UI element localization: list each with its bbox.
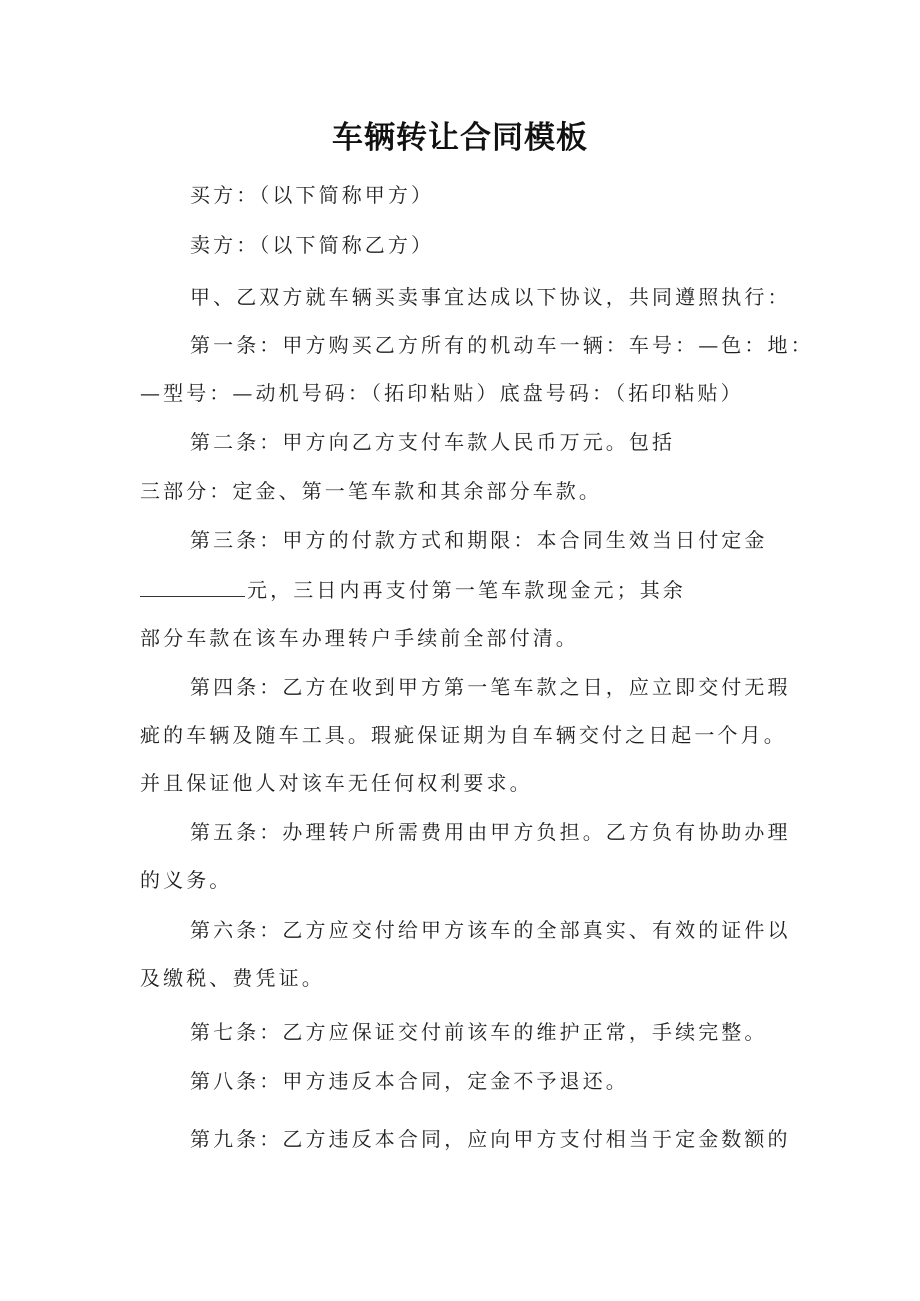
article-4-line-1: 第四条：乙方在收到甲方第一笔车款之日，应立即交付无瑕 bbox=[190, 675, 791, 699]
article-6-line-1: 第六条：乙方应交付给甲方该车的全部真实、有效的证件以 bbox=[190, 918, 791, 942]
article-9-line: 第九条：乙方违反本合同，应向甲方支付相当于定金数额的 bbox=[190, 1127, 791, 1151]
article-4-line-3: 并且保证他人对该车无任何权利要求。 bbox=[140, 771, 533, 795]
article-1-line-2: —型号：—动机号码：（拓印粘贴）底盘号码：（拓印粘贴） bbox=[140, 381, 744, 405]
buyer-line: 买方：（以下简称甲方） bbox=[190, 183, 435, 207]
article-3-line-3: 部分车款在该车办理转户手续前全部付清。 bbox=[140, 626, 579, 650]
article-6-line-2: 及缴税、费凭证。 bbox=[140, 966, 325, 990]
article-3-line-2 bbox=[140, 576, 686, 604]
seller-line: 卖方：（以下简称乙方） bbox=[190, 233, 435, 257]
article-5-line-2: 的义务。 bbox=[140, 868, 233, 892]
amount-blank bbox=[140, 578, 245, 597]
article-5-line-1: 第五条：办理转户所需费用由甲方负担。乙方负有协助办理 bbox=[190, 820, 791, 844]
article-2-line-2: 三部分：定金、第一笔车款和其余部分车款。 bbox=[140, 479, 602, 503]
intro-line: 甲、乙双方就车辆买卖事宜达成以下协议，共同遵照执行： bbox=[190, 285, 791, 309]
article-1-line-1: 第一条：甲方购买乙方所有的机动车一辆：车号：—色：地： bbox=[190, 333, 814, 357]
article-3-line-1: 第三条：甲方的付款方式和期限：本合同生效当日付定金 bbox=[190, 528, 768, 552]
article-8-line: 第八条：甲方违反本合同，定金不予退还。 bbox=[190, 1069, 629, 1093]
article-4-line-2: 疵的车辆及随车工具。瑕疵保证期为自车辆交付之日起一个月。 bbox=[140, 723, 787, 747]
article-3-line-2-text: 元，三日内再支付第一笔车款现金元；其余 bbox=[247, 578, 686, 602]
article-7-line: 第七条：乙方应保证交付前该车的维护正常，手续完整。 bbox=[190, 1020, 768, 1044]
article-2-line-1: 第二条：甲方向乙方支付车款人民币万元。包括 bbox=[190, 430, 676, 454]
document-title: 车辆转让合同模板 bbox=[332, 120, 588, 156]
